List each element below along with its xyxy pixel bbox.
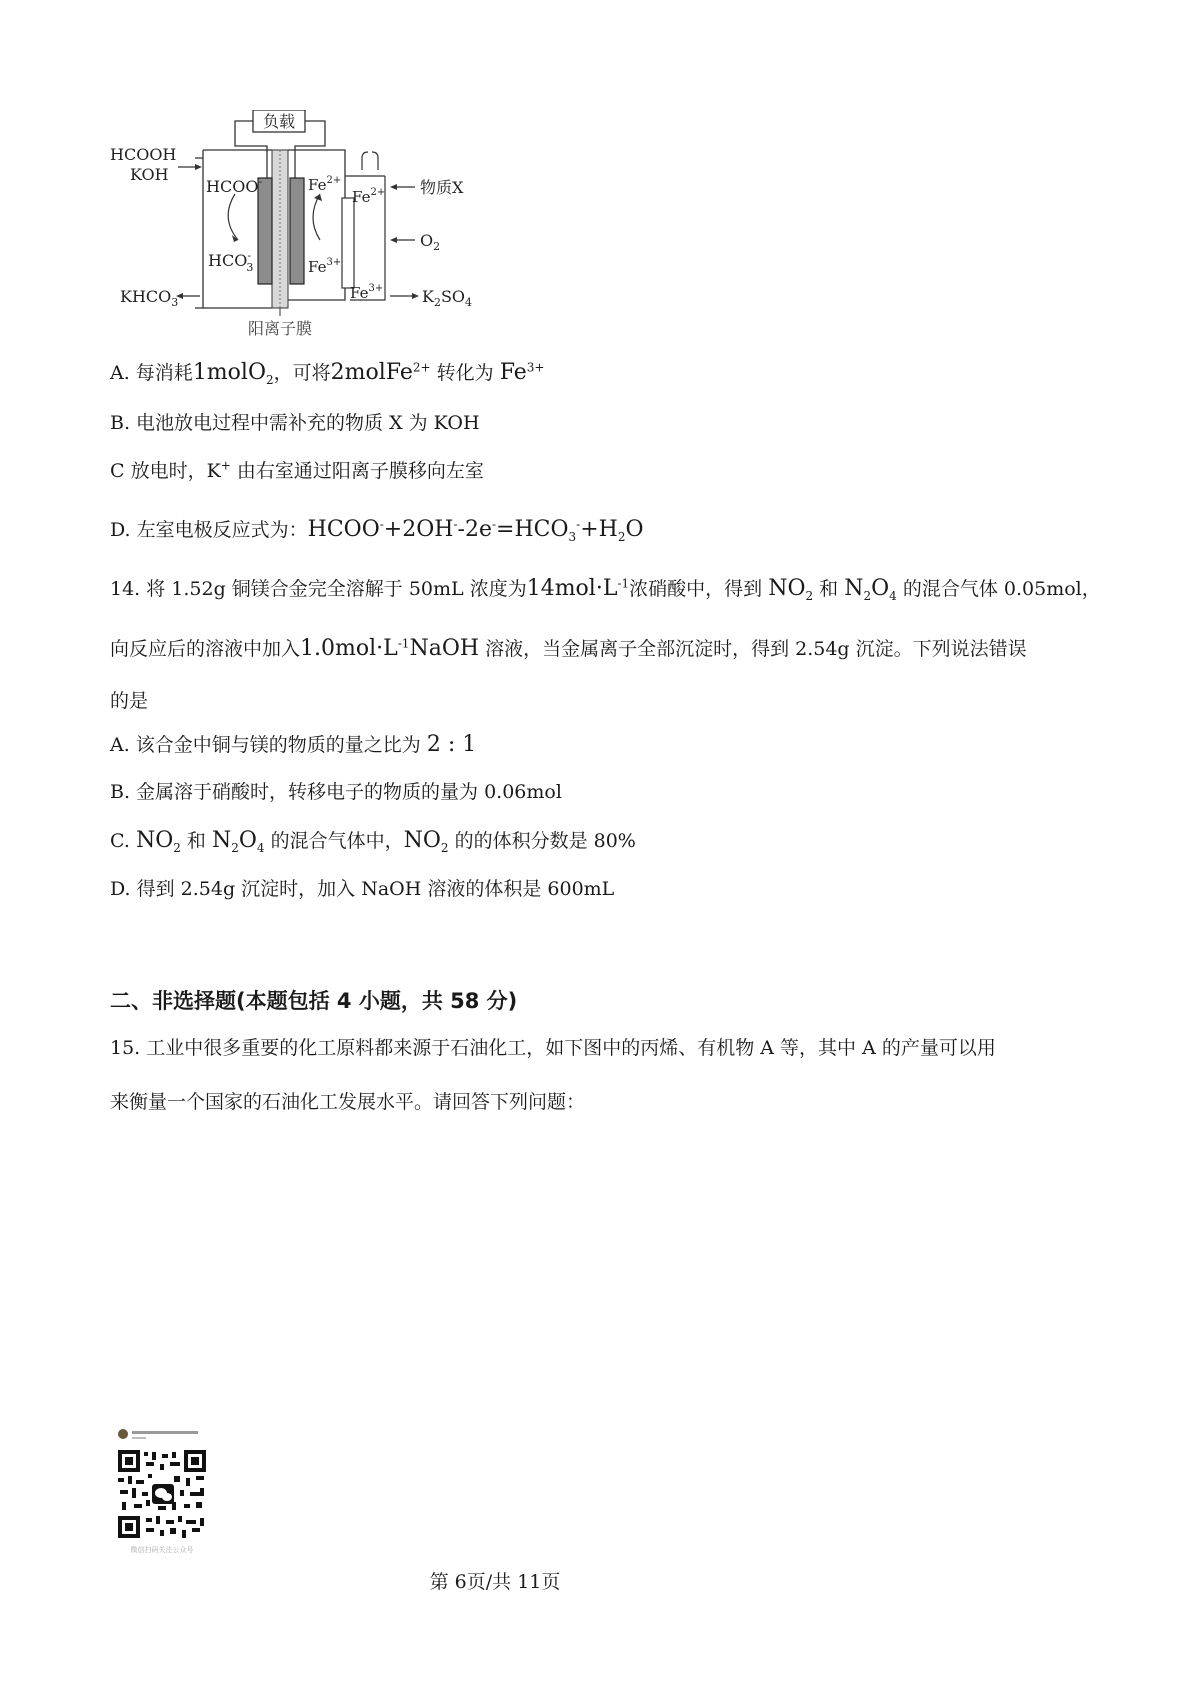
regeneration-column [342, 198, 354, 288]
oxygen-input: $O_2$ [420, 231, 441, 253]
ion-fe2-chamber: $Fe^{2+}$ [308, 175, 342, 194]
q13-option-a: A. 每消耗1molO$_2$，可将2molFe$^{2+}$ 转化为 $Fe^{3+}$ [110, 360, 545, 387]
outlet-k2so4: $K_2SO_4$ [422, 287, 473, 309]
inlet-koh: KOH [130, 165, 169, 184]
ion-fe3-chamber: $Fe^{3+}$ [308, 257, 342, 276]
q14-option-a: A. 该合金中铜与镁的物质的量之比为 2 : 1 [110, 732, 477, 757]
q15-stem-line1: 15. 工业中很多重要的化工原料都来源于石油化工，如下图中的丙烯、有机物 A 等，其中 A 的产量可以用 [110, 1037, 996, 1059]
outlet-khco3: $KHCO_3$ [120, 287, 179, 309]
ion-fe3-pipe: $Fe^{3+}$ [350, 283, 384, 302]
q14-stem-line2: 向反应后的溶液中加入$1.0mol\cdot L^{-1}NaOH$ 溶液，当金属离子全部沉淀时，得到 2.54g 沉淀。下列说法错误 [110, 636, 1027, 661]
q13-option-c: C 放电时，K+ 由右室通过阳离子膜移向左室 [110, 458, 484, 482]
q15-stem-line2: 来衡量一个国家的石油化工发展水平。请回答下列问题： [110, 1091, 586, 1113]
ion-hcoo: HCOO- [206, 175, 263, 196]
q14-option-c: C. $NO_2$ 和 $N_2O_4$ 的混合气体中，$NO_2$ 的的体积分数是 80% [110, 828, 636, 855]
substance-x: 物质X [420, 178, 464, 197]
q14-stem-line3: 的是 [110, 690, 149, 712]
q14-option-b: B. 金属溶于硝酸时，转移电子的物质的量为 0.06mol [110, 781, 562, 803]
q13-option-d: D. 左室电极反应式为：$HCOO^-+2OH^--2e^-=HCO_3^-+H_2O$ [110, 517, 644, 544]
ion-hco3: HCO3- [208, 249, 254, 274]
qr-code-image [112, 1428, 222, 1558]
ion-fe2-pipe: $Fe^{2+}$ [352, 187, 386, 206]
q14-stem-line1: 14. 将 1.52g 铜镁合金完全溶解于 50mL 浓度为$14mol\cdot L^{-1}$浓硝酸中，得到 $NO_2$ 和 $N_2O_4$ 的混合气体 0.05mol， [110, 576, 1101, 603]
inlet-hcooh: HCOOH [110, 145, 177, 164]
fuel-cell-diagram [110, 110, 610, 370]
q14-option-d: D. 得到 2.54g 沉淀时，加入 NaOH 溶液的体积是 600mL [110, 878, 615, 900]
cation-membrane [272, 150, 288, 308]
load-label: 负载 [262, 112, 296, 131]
section-heading: 二、非选择题(本题包括 4 小题，共 58 分) [110, 989, 518, 1013]
left-electrode [258, 178, 272, 284]
page-footer: 第 6页/共 11页 [429, 1571, 561, 1593]
q13-option-b: B. 电池放电过程中需补充的物质 X 为 KOH [110, 412, 480, 434]
qr-caption: 微信扫码关注公众号 [130, 1546, 194, 1554]
membrane-label: 阳离子膜 [247, 319, 313, 338]
right-electrode [290, 178, 304, 284]
